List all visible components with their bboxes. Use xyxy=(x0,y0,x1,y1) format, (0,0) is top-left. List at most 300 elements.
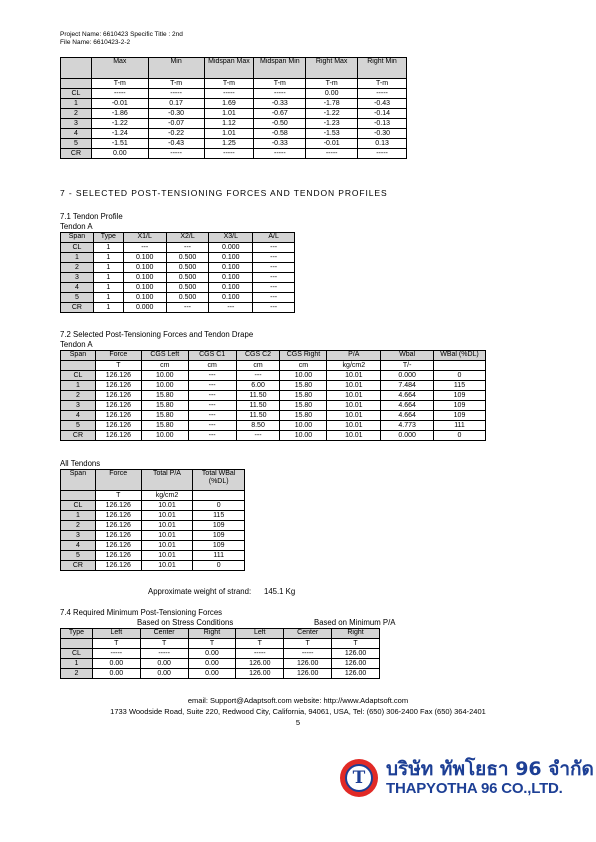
table-cell: --- xyxy=(209,303,253,313)
table-cell: --- xyxy=(236,371,280,381)
table-cell: 126.126 xyxy=(95,371,141,381)
table-row xyxy=(61,303,295,313)
table-cell: 0.100 xyxy=(123,283,166,293)
table-cell: 126.00 xyxy=(284,669,332,679)
table-row xyxy=(61,659,380,669)
table-cell: --- xyxy=(253,243,295,253)
table-row xyxy=(61,541,245,551)
table-row xyxy=(61,119,407,129)
table-cell: -0.58 xyxy=(254,129,306,139)
table-cell: --- xyxy=(236,431,280,441)
table-cell: 0 xyxy=(434,371,486,381)
footer-address: 1733 Woodside Road, Suite 220, Redwood City, California, 94061, USA, Tel: (650) 306-2400 Fax (650) 364-2401 xyxy=(110,707,486,716)
table-cell: -0.01 xyxy=(91,99,148,109)
table-cell: 126.126 xyxy=(95,391,141,401)
table-cell: 4 xyxy=(61,283,94,293)
table-cell: X3/L xyxy=(209,233,253,243)
table-cell: 5 xyxy=(61,293,94,303)
table-cell: CGS C2 xyxy=(236,351,280,361)
table-cell: --- xyxy=(253,283,295,293)
table-cell: 2 xyxy=(61,669,93,679)
table-cell: 5 xyxy=(61,139,92,149)
table-cell: 15.80 xyxy=(280,391,327,401)
table-cell: CL xyxy=(61,649,93,659)
table-cell: 0.00 xyxy=(188,659,236,669)
table-cell: CR xyxy=(61,149,92,159)
table-cell: 0.00 xyxy=(188,669,236,679)
table-cell: X1/L xyxy=(123,233,166,243)
table-row xyxy=(61,109,407,119)
table-cell: CR xyxy=(61,303,94,313)
table-cell: cm xyxy=(280,361,327,371)
table-cell: -0.13 xyxy=(358,119,407,129)
table-cell: ----- xyxy=(306,149,358,159)
table-cell: 126.126 xyxy=(95,511,141,521)
table-cell: -0.33 xyxy=(254,99,306,109)
table-cell: 2 xyxy=(61,521,96,531)
table-cell: 0.500 xyxy=(166,293,209,303)
table-cell: Span xyxy=(61,470,96,491)
table-cell: 126.00 xyxy=(332,659,380,669)
table-cell: --- xyxy=(188,371,236,381)
table-cell: --- xyxy=(166,303,209,313)
table-cell: 2 xyxy=(61,391,96,401)
table-cell: cm xyxy=(141,361,188,371)
table-cell: Min xyxy=(148,58,204,79)
table-cell: 0.000 xyxy=(381,431,434,441)
table-cell: --- xyxy=(253,253,295,263)
table-cell: ----- xyxy=(148,149,204,159)
table-cell: CGS Right xyxy=(280,351,327,361)
table-cell: 1 xyxy=(93,293,123,303)
table-cell: Force xyxy=(95,470,141,491)
footer-contact: email: Support@Adaptsoft.com website: http://www.Adaptsoft.com xyxy=(187,696,409,705)
table-cell: ----- xyxy=(91,89,148,99)
table-cell: 0.100 xyxy=(209,273,253,283)
table-cell: A/L xyxy=(253,233,295,243)
table-row xyxy=(61,253,295,263)
table-cell: 10.01 xyxy=(141,551,193,561)
table-cell: --- xyxy=(188,431,236,441)
table-cell: 0.00 xyxy=(140,659,188,669)
section-7-2-title: 7.2 Selected Post-Tensioning Forces and Tendon Drape xyxy=(60,330,254,339)
table-cell: 2 xyxy=(61,263,94,273)
table-cell: 15.80 xyxy=(280,411,327,421)
table-cell: ----- xyxy=(92,649,140,659)
table-cell: 0 xyxy=(193,501,245,511)
table-cell: P/A xyxy=(327,351,381,361)
table-header-row xyxy=(61,233,295,243)
table-cell: 5 xyxy=(61,551,96,561)
table-cell: T xyxy=(188,639,236,649)
table-cell: 126.00 xyxy=(332,669,380,679)
table-cell: -1.22 xyxy=(306,109,358,119)
table-row xyxy=(61,561,245,571)
table-cell: 7.484 xyxy=(381,381,434,391)
table-cell: CL xyxy=(61,243,94,253)
table-cell: ----- xyxy=(204,149,254,159)
table-cell: 0.500 xyxy=(166,283,209,293)
table-cell xyxy=(61,58,92,79)
table-cell: 1 xyxy=(61,381,96,391)
table-cell: 0.00 xyxy=(188,649,236,659)
table-cell: 0.000 xyxy=(381,371,434,381)
section-7-1-title: 7.1 Tendon Profile xyxy=(60,212,123,221)
table-cell: -0.30 xyxy=(148,109,204,119)
table-cell: Left xyxy=(92,629,140,639)
table-cell: 126.00 xyxy=(332,649,380,659)
table-cell: CL xyxy=(61,501,96,511)
table-cell: 10.00 xyxy=(141,431,188,441)
table-cell: 109 xyxy=(434,391,486,401)
table-units-row xyxy=(61,491,245,501)
table-row xyxy=(61,521,245,531)
table-cell: cm xyxy=(236,361,280,371)
table-cell: 10.01 xyxy=(327,411,381,421)
table-cell: 0.500 xyxy=(166,263,209,273)
table-cell: 111 xyxy=(434,421,486,431)
table-cell: -0.14 xyxy=(358,109,407,119)
file-name-line: File Name: 6610423-2-2 xyxy=(60,39,131,46)
table-cell xyxy=(61,361,96,371)
table-cell: 0.500 xyxy=(166,253,209,263)
table-cell: -0.22 xyxy=(148,129,204,139)
table-cell: 4.664 xyxy=(381,411,434,421)
table-cell: 10.00 xyxy=(141,381,188,391)
table-cell: 115 xyxy=(434,381,486,391)
table-cell: 15.80 xyxy=(280,381,327,391)
table-cell: ----- xyxy=(254,89,306,99)
table-cell: T-m xyxy=(204,79,254,89)
table-cell: -0.67 xyxy=(254,109,306,119)
table-cell: 126.126 xyxy=(95,411,141,421)
table-cell: --- xyxy=(188,401,236,411)
table-cell: 3 xyxy=(61,119,92,129)
table-cell: 10.00 xyxy=(141,371,188,381)
table-cell: -1.53 xyxy=(306,129,358,139)
table-header-row xyxy=(61,629,380,639)
table-cell: --- xyxy=(188,421,236,431)
table-cell: 109 xyxy=(434,411,486,421)
table-cell: Total P/A xyxy=(141,470,193,491)
table-cell: Left xyxy=(236,629,284,639)
table-cell: T-m xyxy=(91,79,148,89)
table-cell: 126.00 xyxy=(236,659,284,669)
table-cell: 0.00 xyxy=(140,669,188,679)
table-cell: --- xyxy=(253,293,295,303)
table-cell: T xyxy=(332,639,380,649)
table-cell: 111 xyxy=(193,551,245,561)
table-cell: -1.86 xyxy=(91,109,148,119)
table-cell: --- xyxy=(253,263,295,273)
all-tendons-table xyxy=(60,469,245,571)
table-row xyxy=(61,511,245,521)
table-cell: 126.126 xyxy=(95,561,141,571)
table-cell: 1.69 xyxy=(204,99,254,109)
table-cell: 10.01 xyxy=(141,531,193,541)
table-cell: 15.80 xyxy=(141,401,188,411)
table-cell: 6.00 xyxy=(236,381,280,391)
table-cell: 10.01 xyxy=(327,431,381,441)
table-cell: ----- xyxy=(358,89,407,99)
table-cell: 1.25 xyxy=(204,139,254,149)
table-cell: 109 xyxy=(193,531,245,541)
table-cell: 10.01 xyxy=(327,381,381,391)
table-cell: 1 xyxy=(61,511,96,521)
table-cell: 15.80 xyxy=(141,391,188,401)
table-row xyxy=(61,669,380,679)
table-cell: 0.00 xyxy=(92,669,140,679)
table-cell: 4 xyxy=(61,129,92,139)
table-cell: Span xyxy=(61,233,94,243)
table-cell: 1 xyxy=(93,273,123,283)
table-cell: Wbal xyxy=(381,351,434,361)
table-cell: 4.773 xyxy=(381,421,434,431)
table-cell: T xyxy=(284,639,332,649)
table-cell: 109 xyxy=(193,521,245,531)
company-english-name: THAPYOTHA 96 CO.,LTD. xyxy=(386,780,563,797)
table-cell: 10.00 xyxy=(280,371,327,381)
table-header-row xyxy=(61,470,245,491)
tendon-a-label-1: Tendon A xyxy=(60,222,93,231)
table-cell: CL xyxy=(61,89,92,99)
table-cell: --- xyxy=(166,243,209,253)
table-cell: -0.33 xyxy=(254,139,306,149)
section-7-4-title: 7.4 Required Minimum Post-Tensioning Forces xyxy=(60,608,223,617)
table-cell: 1.01 xyxy=(204,129,254,139)
company-thai-name: บริษัท ทัพโยธา 96 จำกัด xyxy=(386,758,594,780)
table-cell: 126.126 xyxy=(95,401,141,411)
table-cell: 109 xyxy=(434,401,486,411)
table-row xyxy=(61,283,295,293)
table-row xyxy=(61,401,486,411)
table-cell: --- xyxy=(253,303,295,313)
table-cell: T/- xyxy=(381,361,434,371)
table-cell xyxy=(434,361,486,371)
table-cell: 126.126 xyxy=(95,501,141,511)
table-cell: 5 xyxy=(61,421,96,431)
table-cell: ----- xyxy=(204,89,254,99)
table-cell: -0.43 xyxy=(148,139,204,149)
table-cell: 1 xyxy=(93,303,123,313)
table-cell: 1.01 xyxy=(204,109,254,119)
table-cell: Max xyxy=(91,58,148,79)
table-cell: -0.07 xyxy=(148,119,204,129)
table-cell: T xyxy=(140,639,188,649)
table-cell: T xyxy=(95,361,141,371)
strand-weight-label: Approximate weight of strand: xyxy=(148,587,252,596)
table-cell: -0.01 xyxy=(306,139,358,149)
table-cell: 10.01 xyxy=(327,391,381,401)
table-cell: 10.01 xyxy=(141,511,193,521)
table-cell: CL xyxy=(61,371,96,381)
table-cell: --- xyxy=(188,411,236,421)
table-cell: 0.000 xyxy=(123,303,166,313)
table-cell: 0.17 xyxy=(148,99,204,109)
table-cell: 0.500 xyxy=(166,273,209,283)
table-cell: 0.13 xyxy=(358,139,407,149)
table-cell: -0.43 xyxy=(358,99,407,109)
table-cell: ----- xyxy=(140,649,188,659)
table-cell: T-m xyxy=(358,79,407,89)
table-cell: 126.00 xyxy=(236,669,284,679)
table-cell: Center xyxy=(140,629,188,639)
table-cell: Type xyxy=(93,233,123,243)
table-cell: 10.01 xyxy=(327,401,381,411)
tendon-a-label-2: Tendon A xyxy=(60,340,93,349)
table-row xyxy=(61,551,245,561)
table-cell: ----- xyxy=(358,149,407,159)
table-cell: 0 xyxy=(434,431,486,441)
table-cell: CGS Left xyxy=(141,351,188,361)
table-row xyxy=(61,129,407,139)
table-cell: 0.00 xyxy=(306,89,358,99)
table-cell: 0.100 xyxy=(123,263,166,273)
table-cell: 3 xyxy=(61,531,96,541)
table-units-row xyxy=(61,79,407,89)
table-cell: Total WBal (%DL) xyxy=(193,470,245,491)
table-cell: 1 xyxy=(93,243,123,253)
table-cell: 4 xyxy=(61,541,96,551)
table-cell: -0.50 xyxy=(254,119,306,129)
table-cell: -1.22 xyxy=(91,119,148,129)
table-header-row xyxy=(61,58,407,79)
table-row xyxy=(61,649,380,659)
section-7-title: 7 - SELECTED POST-TENSIONING FORCES AND TENDON PROFILES xyxy=(60,188,388,198)
table-cell: 15.80 xyxy=(280,401,327,411)
table-cell: 10.01 xyxy=(141,501,193,511)
table-cell: 0.100 xyxy=(209,293,253,303)
table-row xyxy=(61,421,486,431)
required-forces-table xyxy=(60,628,380,679)
table-row xyxy=(61,411,486,421)
table-cell: ----- xyxy=(236,649,284,659)
table-cell: Right Max xyxy=(306,58,358,79)
moments-table xyxy=(60,57,407,159)
table-cell: 3 xyxy=(61,273,94,283)
table-units-row xyxy=(61,639,380,649)
table-cell: 126.126 xyxy=(95,551,141,561)
table-cell: T xyxy=(92,639,140,649)
table-cell: 0.100 xyxy=(123,273,166,283)
table-cell: 109 xyxy=(193,541,245,551)
table-cell: ----- xyxy=(148,89,204,99)
table-cell: T xyxy=(236,639,284,649)
table-cell: 0.100 xyxy=(123,293,166,303)
table-cell: 0.00 xyxy=(91,149,148,159)
table-cell: 10.00 xyxy=(280,421,327,431)
table-cell: CR xyxy=(61,431,96,441)
table-cell: 15.80 xyxy=(141,411,188,421)
table-cell: 4.664 xyxy=(381,391,434,401)
table-row xyxy=(61,139,407,149)
table-cell: Midspan Min xyxy=(254,58,306,79)
table-cell: 0.000 xyxy=(209,243,253,253)
forces-table xyxy=(60,350,486,441)
table-cell: 1 xyxy=(93,263,123,273)
project-name-line: Project Name: 6610423 Specific Title : 2nd xyxy=(60,31,183,38)
table-cell: 126.126 xyxy=(95,541,141,551)
table-cell: -1.23 xyxy=(306,119,358,129)
table-cell: --- xyxy=(188,391,236,401)
min-pa-label: Based on Minimum P/A xyxy=(314,618,396,627)
table-cell xyxy=(61,491,96,501)
table-cell: T xyxy=(95,491,141,501)
table-cell: 4.664 xyxy=(381,401,434,411)
table-cell: WBal (%DL) xyxy=(434,351,486,361)
table-cell: 10.01 xyxy=(327,421,381,431)
table-units-row xyxy=(61,361,486,371)
table-row xyxy=(61,531,245,541)
table-cell: Force xyxy=(95,351,141,361)
table-cell: 126.126 xyxy=(95,381,141,391)
table-header-row xyxy=(61,351,486,361)
table-row xyxy=(61,99,407,109)
table-cell: Type xyxy=(61,629,93,639)
table-cell: 1.12 xyxy=(204,119,254,129)
table-cell: 115 xyxy=(193,511,245,521)
table-row xyxy=(61,293,295,303)
table-cell: 1 xyxy=(61,99,92,109)
table-cell: 0.100 xyxy=(209,253,253,263)
table-cell: Right Min xyxy=(358,58,407,79)
table-cell: --- xyxy=(253,273,295,283)
logo-emblem-icon: T xyxy=(340,759,378,797)
company-logo xyxy=(340,758,594,797)
table-cell: --- xyxy=(123,243,166,253)
table-cell: 1 xyxy=(93,253,123,263)
table-cell: 1 xyxy=(93,283,123,293)
table-cell: 10.01 xyxy=(141,561,193,571)
table-cell: 0.100 xyxy=(123,253,166,263)
table-cell: 1 xyxy=(61,659,93,669)
table-cell: CR xyxy=(61,561,96,571)
page-number: 5 xyxy=(295,718,301,727)
table-cell xyxy=(61,639,93,649)
table-cell: ----- xyxy=(284,649,332,659)
table-cell: 10.01 xyxy=(141,541,193,551)
table-cell: 4 xyxy=(61,411,96,421)
table-row xyxy=(61,431,486,441)
table-cell: T-m xyxy=(148,79,204,89)
table-cell xyxy=(193,491,245,501)
table-row xyxy=(61,381,486,391)
table-cell: 126.00 xyxy=(284,659,332,669)
table-cell: 10.00 xyxy=(280,431,327,441)
table-row xyxy=(61,391,486,401)
table-cell: Right xyxy=(332,629,380,639)
table-cell: 8.50 xyxy=(236,421,280,431)
table-cell: -1.78 xyxy=(306,99,358,109)
table-cell: 15.80 xyxy=(141,421,188,431)
table-row xyxy=(61,149,407,159)
table-cell: 0.00 xyxy=(92,659,140,669)
table-cell: X2/L xyxy=(166,233,209,243)
table-cell: 0.100 xyxy=(209,283,253,293)
table-row xyxy=(61,371,486,381)
all-tendons-label: All Tendons xyxy=(60,459,101,468)
table-cell: -0.30 xyxy=(358,129,407,139)
table-cell: 3 xyxy=(61,401,96,411)
stress-conditions-label: Based on Stress Conditions xyxy=(137,618,234,627)
table-row xyxy=(61,273,295,283)
table-cell: --- xyxy=(188,381,236,391)
table-cell: 126.126 xyxy=(95,531,141,541)
table-cell: T-m xyxy=(254,79,306,89)
table-cell: -1.51 xyxy=(91,139,148,149)
table-cell: 0.100 xyxy=(209,263,253,273)
table-cell: 11.50 xyxy=(236,391,280,401)
